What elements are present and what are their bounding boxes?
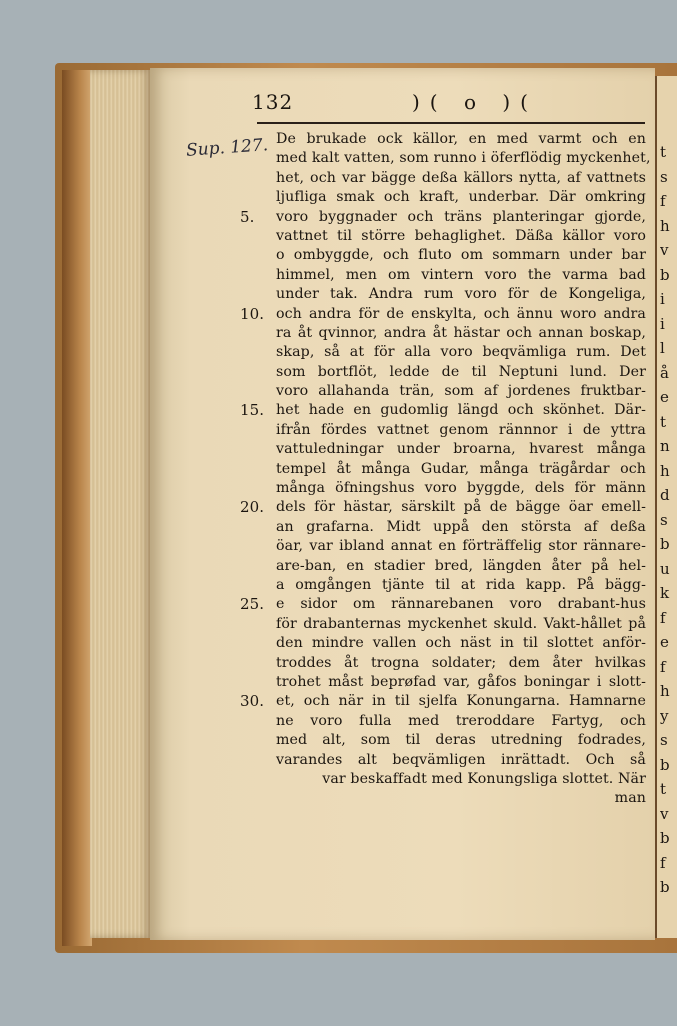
line-text: a omgången tjänte til at rida kapp. På bägg- bbox=[276, 576, 646, 593]
text-line bbox=[276, 440, 646, 459]
page-edges bbox=[90, 70, 152, 938]
text-line bbox=[276, 557, 646, 576]
text-line bbox=[240, 401, 646, 420]
line-text: vattuledningar under broarna, hvarest många bbox=[276, 441, 646, 458]
line-text: are-ban, en stadier bred, längden åter på hel- bbox=[276, 557, 646, 574]
text-line bbox=[240, 692, 646, 711]
text-line bbox=[276, 634, 646, 653]
facing-page-letter: h bbox=[660, 216, 670, 235]
facing-page-letter: f bbox=[660, 657, 666, 676]
header-rule bbox=[257, 122, 645, 124]
line-text: med alt, som til deras utredning fodrades, bbox=[276, 732, 646, 749]
facing-page-letter: b bbox=[660, 878, 670, 896]
line-text: varandes alt beqvämligen inrättadt. Och så bbox=[276, 751, 646, 768]
text-line bbox=[276, 363, 646, 382]
line-text: ne voro fulla med treroddare Fartyg, och bbox=[276, 712, 646, 729]
text-line bbox=[276, 576, 646, 595]
facing-page-letter: n bbox=[660, 437, 670, 455]
facing-page-letter: f bbox=[660, 853, 666, 872]
facing-page-letter: i bbox=[660, 314, 665, 333]
line-text: trohet måst beprøfad var, gåfos boningar i slott- bbox=[276, 673, 646, 690]
page-header bbox=[252, 88, 647, 122]
facing-page-letter: s bbox=[660, 167, 668, 186]
text-line bbox=[276, 227, 646, 246]
facing-page-letter: b bbox=[660, 535, 670, 553]
facing-page-letter: t bbox=[660, 780, 667, 798]
text-line bbox=[276, 382, 646, 401]
facing-page-letter: t bbox=[660, 143, 667, 161]
text-line bbox=[276, 537, 646, 556]
text-line bbox=[240, 207, 646, 227]
line-text: an grafarna. Midt uppå den största af deßa bbox=[276, 518, 646, 535]
facing-page-letter: k bbox=[660, 584, 670, 602]
line-text: dels för hästar, särskilt på de bägge öar emell- bbox=[276, 499, 646, 516]
line-number: 15. bbox=[240, 401, 265, 420]
text-line bbox=[276, 789, 646, 808]
text-line bbox=[276, 654, 646, 673]
text-line bbox=[276, 169, 646, 188]
line-number: 25. bbox=[240, 595, 265, 614]
facing-page-letter: f bbox=[660, 192, 666, 210]
line-text: tempel åt många Gudar, många trägårdar och bbox=[276, 460, 646, 477]
facing-page-letter: u bbox=[660, 559, 670, 578]
text-line bbox=[276, 731, 646, 750]
line-text: man bbox=[614, 790, 646, 807]
facing-page-letter: s bbox=[660, 510, 668, 529]
line-text: het hade en gudomlig längd och skönhet. Där- bbox=[276, 402, 646, 419]
text-line bbox=[240, 304, 646, 324]
line-text: De brukade ock källor, en med varmt och en bbox=[276, 131, 646, 147]
text-line bbox=[276, 712, 646, 731]
text-line bbox=[276, 246, 646, 265]
line-text: vattnet til större behaglighet. Däßa källor voro bbox=[276, 227, 646, 244]
facing-page-text bbox=[660, 140, 677, 900]
line-text: ra åt qvinnor, andra åt hästar och annan boskap, bbox=[276, 324, 646, 341]
line-text: het, och var bägge deßa källors nytta, af vattnets bbox=[276, 169, 646, 186]
book-spine bbox=[62, 70, 92, 946]
body-text bbox=[240, 130, 651, 809]
line-text: skap, så at för alla voro beqvämliga rum. Det bbox=[276, 344, 646, 361]
text-line bbox=[276, 673, 646, 692]
text-line bbox=[276, 130, 646, 149]
facing-page-letter: e bbox=[660, 633, 669, 651]
header-ornament: )( o )( bbox=[412, 90, 538, 114]
text-line bbox=[276, 343, 646, 362]
facing-page-letter: h bbox=[660, 461, 670, 480]
facing-page-letter: t bbox=[660, 412, 667, 431]
text-line bbox=[276, 615, 646, 634]
line-number: 5. bbox=[240, 207, 255, 226]
text-line bbox=[276, 770, 646, 789]
facing-page-letter: v bbox=[660, 804, 669, 823]
line-text: öar, var ibland annat en förträffelig stor rännare- bbox=[276, 538, 646, 555]
text-line bbox=[276, 324, 646, 343]
handwritten-margin-note: Sup. 127. bbox=[185, 135, 269, 161]
line-text: et, och när in til sjelfa Konungarna. Hamnarne bbox=[276, 693, 646, 710]
line-number: 20. bbox=[240, 498, 265, 517]
line-number: 10. bbox=[240, 304, 265, 323]
line-text: den mindre vallen och näst in til slottet anför- bbox=[276, 635, 646, 652]
facing-page-letter: s bbox=[660, 731, 668, 749]
line-text: var beskaffadt med Konungsliga slottet. När bbox=[322, 770, 646, 787]
line-text: för drabanternas myckenhet skuld. Vakt-hållet på bbox=[276, 615, 646, 632]
text-line bbox=[276, 266, 646, 285]
facing-page-letter: h bbox=[660, 682, 670, 700]
line-text: ifrån fördes vattnet genom rännnor i de yttra bbox=[276, 421, 646, 438]
text-line bbox=[276, 460, 646, 479]
line-text: himmel, men om vintern voro the varma bad bbox=[276, 266, 646, 283]
line-text: ljufliga smak och kraft, underbar. Där omkring bbox=[276, 189, 646, 206]
text-line bbox=[240, 498, 646, 517]
line-text: som bortflöt, ledde de til Neptuni lund. Der bbox=[276, 363, 646, 380]
line-number: 30. bbox=[240, 692, 265, 711]
facing-page-letter: b bbox=[660, 755, 670, 774]
line-text: e sidor om rännarebanen voro drabant-hus bbox=[276, 596, 646, 613]
page-number: 132 bbox=[252, 90, 294, 114]
facing-page-letter: e bbox=[660, 388, 669, 406]
facing-page-letter: y bbox=[660, 706, 669, 725]
line-text: med kalt vatten, som runno i öferflödig myckenhet, bbox=[276, 150, 651, 167]
line-text: voro allahanda trän, som af jordenes fruktbar- bbox=[276, 383, 646, 400]
text-line bbox=[276, 421, 646, 440]
facing-page-letter: l bbox=[660, 339, 665, 357]
line-text: o ombyggde, och fluto om sommarn under bar bbox=[276, 247, 646, 264]
facing-page-letter: f bbox=[660, 608, 666, 627]
text-line bbox=[276, 479, 646, 498]
line-text: under tak. Andra rum voro för de Kongeliga, bbox=[276, 286, 646, 303]
facing-page-letter: b bbox=[660, 829, 670, 847]
line-text: många öfningshus voro byggde, dels för männ bbox=[276, 480, 646, 497]
facing-page-letter: d bbox=[660, 486, 670, 504]
text-line bbox=[240, 595, 646, 614]
facing-page-letter: å bbox=[660, 363, 669, 382]
line-text: voro byggnader och träns planteringar gjorde, bbox=[276, 208, 646, 225]
text-line bbox=[276, 518, 646, 537]
text-line bbox=[276, 188, 646, 207]
facing-page-letter: v bbox=[660, 241, 669, 259]
facing-page-letter: i bbox=[660, 290, 665, 308]
facing-page-letter: b bbox=[660, 265, 670, 284]
text-line bbox=[276, 285, 646, 304]
text-line bbox=[276, 149, 651, 168]
text-line bbox=[276, 751, 646, 770]
line-text: och andra för de enskylta, och ännu woro andra bbox=[276, 305, 646, 322]
line-text: troddes åt trogna soldater; dem åter hvilkas bbox=[276, 654, 646, 671]
